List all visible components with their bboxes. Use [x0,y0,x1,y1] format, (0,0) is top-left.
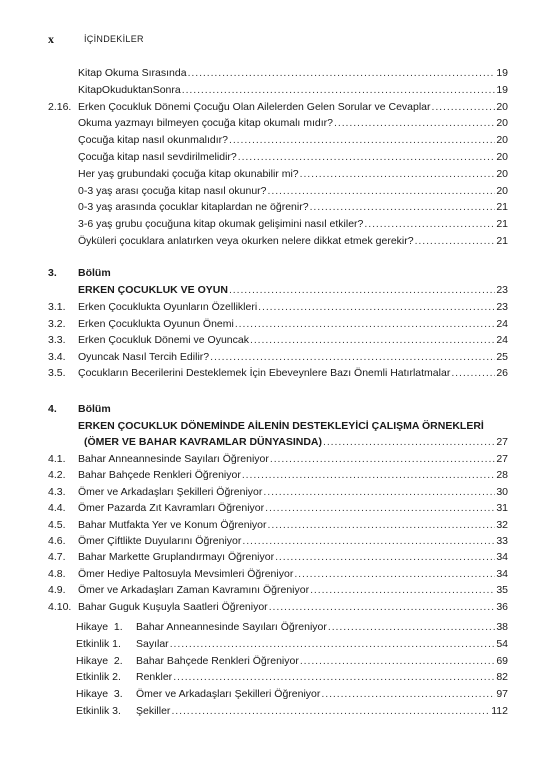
toc-leader-dots [415,234,496,249]
toc-entry-page: 20 [496,151,508,163]
toc-entry [0,366,560,381]
toc-entry-page: 24 [496,318,508,330]
toc-leader-dots [238,150,496,165]
toc-entry-page: 20 [496,134,508,146]
toc-leader-dots [229,283,495,298]
toc-entry [0,150,560,165]
toc-entry-title: Okuma yazmayı bilmeyen çocuğa kitap okumalı mıdır? [78,117,334,129]
toc-leader-dots [323,435,495,450]
toc-leader-dots [310,583,495,598]
toc-leader-dots [171,704,490,719]
toc-leader-dots [364,217,495,232]
toc-entry [0,452,560,467]
toc-entry-page: 20 [496,117,508,129]
toc-entry-title: Erken Çocukluk Dönemi Çocuğu Olan Ailelerden Gelen Sorular ve Cevaplar [78,101,431,113]
toc-entry [0,133,560,148]
toc-entry [0,468,560,483]
section-label-row [0,266,560,281]
toc-entry-page: 30 [496,486,508,498]
toc-entry-title: Şekiller [136,705,171,717]
toc-entry [0,184,560,199]
toc-leader-dots [270,452,495,467]
toc-entry-title: Ömer Hediye Paltosuyla Mevsimleri Öğreniyor [78,568,294,580]
section-label-row [0,402,560,417]
toc-entry [0,100,560,115]
toc-entry-page: 54 [496,638,508,650]
toc-leader-dots [334,116,495,131]
section-label: Bölüm [78,403,111,415]
toc-entry [0,687,560,702]
toc-entry-title: Her yaş grubundaki çocuğa kitap okunabilir mi? [78,168,299,180]
toc-entry-page: 28 [496,469,508,481]
toc-entry [0,600,560,615]
toc-entry-number: 2.16. [48,101,72,113]
toc-entry-page: 112 [491,705,508,717]
toc-entry-number: 4.2. [48,469,66,481]
toc-leader-dots [275,550,495,565]
toc-entry [0,350,560,365]
toc-entry-title: Oyuncak Nasıl Tercih Edilir? [78,351,210,363]
toc-entry [0,167,560,182]
toc-leader-dots [263,485,495,500]
toc-entry-title: Bahar Bahçede Renkleri Öğreniyor [136,655,299,667]
toc-entry-title: Bahar Mutfakta Yer ve Konum Öğreniyor [78,519,267,531]
toc-entry-number: 4.7. [48,551,66,563]
toc-leader-dots [451,366,495,381]
toc-entry-number: 4.1. [48,453,66,465]
toc-leader-dots [173,670,495,685]
toc-entry [0,583,560,598]
toc-entry [0,704,560,719]
toc-entry [0,501,560,516]
section-title-row [0,419,560,434]
toc-entry-title: Erken Çocuklukta Oyunun Önemi [78,318,234,330]
toc-entry [0,217,560,232]
toc-entry-title: Ömer ve Arkadaşları Şekilleri Öğreniyor [78,486,263,498]
toc-entry-page: 27 [496,453,508,465]
toc-entry [0,534,560,549]
section-label: Bölüm [78,267,111,279]
toc-entry-page: 33 [496,535,508,547]
toc-entry-page: 31 [496,502,508,514]
toc-entry-number: Hikaye 1. [76,621,123,633]
toc-entry-page: 34 [496,551,508,563]
toc-entry-number: Etkinlik 3. [76,705,121,717]
toc-leader-dots [300,167,496,182]
toc-entry-number: Hikaye 3. [76,688,123,700]
toc-entry-title: Çocukların Becerilerini Desteklemek İçin Ebeveynlere Bazı Önemli Hatırlatmalar [78,367,451,379]
toc-leader-dots [229,133,495,148]
toc-entry-title: Ömer ve Arkadaşları Şekilleri Öğreniyor [136,688,321,700]
toc-leader-dots [235,317,495,332]
toc-entry-page: 69 [496,655,508,667]
toc-entry-title: Ömer Çiftlikte Duyularını Öğreniyor [78,535,242,547]
toc-entry-page: 38 [496,621,508,633]
toc-entry-title: Bahar Guguk Kuşuyla Saatleri Öğreniyor [78,601,268,613]
toc-entry-page: 32 [496,519,508,531]
toc-entry-number: 4.10. [48,601,72,613]
toc-leader-dots [268,518,496,533]
toc-entry-title: Bahar Anneannesinde Sayıları Öğreniyor [136,621,327,633]
toc-entry-page: 19 [496,84,508,96]
toc-entry-page: 19 [496,67,508,79]
toc-leader-dots [210,350,495,365]
toc-entry-number: 4.3. [48,486,66,498]
toc-entry-page: 25 [496,351,508,363]
toc-entry-title: Bahar Markette Gruplandırmayı Öğreniyor [78,551,275,563]
toc-entry-title: Erken Çocukluk Dönemi ve Oyuncak [78,334,249,346]
toc-leader-dots [294,567,495,582]
toc-entry-page: 34 [496,568,508,580]
toc-entry-number: 3.3. [48,334,66,346]
toc-entry-page: 35 [496,584,508,596]
toc-entry [0,567,560,582]
toc-leader-dots [269,600,496,615]
toc-entry-title: Erken Çocuklukta Oyunların Özellikleri [78,301,258,313]
toc-entry-title: 0-3 yaş arasında çocuklar kitaplardan ne öğrenir? [78,201,309,213]
toc-leader-dots [268,184,496,199]
toc-entry [0,485,560,500]
toc-entry-number: 3.5. [48,367,66,379]
toc-entry-page: 21 [496,218,508,230]
toc-entry [0,317,560,332]
toc-entry-title: 0-3 yaş arası çocuğa kitap nasıl okunur? [78,185,267,197]
toc-entry-number: 4.5. [48,519,66,531]
toc-leader-dots [300,654,495,669]
toc-entry-title: Renkler [136,671,173,683]
toc-entry [0,654,560,669]
toc-entry-page: 27 [496,436,508,448]
toc-entry-page: 23 [496,284,508,296]
toc-leader-dots [250,333,495,348]
page-number: x [48,31,54,46]
toc-leader-dots [328,620,495,635]
toc-entry-page: 36 [496,601,508,613]
page-title: İÇİNDEKİLER [84,34,144,44]
toc-entry [0,300,560,315]
toc-entry-title: Öyküleri çocuklara anlatırken veya okurken nelere dikkat etmek gerekir? [78,235,414,247]
toc-entry-page: 21 [496,235,508,247]
toc-entry-title: KitapOkuduktanSonra [78,84,181,96]
toc-entry-page: 26 [496,367,508,379]
section-title [0,435,560,450]
toc-entry-page: 20 [496,101,508,113]
toc-entry-number: Etkinlik 1. [76,638,121,650]
toc-entry-title: (ÖMER VE BAHAR KAVRAMLAR DÜNYASINDA) [84,436,323,448]
toc-entry-page: 20 [496,168,508,180]
toc-entry-title: Çocuğa kitap nasıl sevdirilmelidir? [78,151,237,163]
toc-entry-title: Ömer ve Arkadaşları Zaman Kavramını Öğreniyor [78,584,310,596]
toc-entry-number: 3.2. [48,318,66,330]
section-number: 3. [48,267,57,279]
toc-leader-dots [242,534,495,549]
toc-entry [0,518,560,533]
toc-leader-dots [188,66,496,81]
toc-entry-title: Bahar Bahçede Renkleri Öğreniyor [78,469,241,481]
toc-entry-number: 4.8. [48,568,66,580]
toc-entry [0,200,560,215]
toc-entry-number: 4.9. [48,584,66,596]
toc-leader-dots [432,100,496,115]
toc-entry [0,333,560,348]
toc-entry [0,550,560,565]
toc-entry-page: 97 [496,688,508,700]
toc-entry-title: Sayılar [136,638,169,650]
toc-leader-dots [265,501,495,516]
toc-entry [0,637,560,652]
toc-entry [0,66,560,81]
toc-entry-page: 23 [496,301,508,313]
toc-entry-page: 24 [496,334,508,346]
toc-entry-page: 82 [496,671,508,683]
section-title: ERKEN ÇOCUKLUK DÖNEMİNDE AİLENİN DESTEKLEYİCİ ÇALIŞMA ÖRNEKLERİ [78,420,484,432]
toc-entry-number: Etkinlik 2. [76,671,121,683]
toc-entry-page: 20 [496,185,508,197]
toc-entry-number: 4.4. [48,502,66,514]
section-number: 4. [48,403,57,415]
toc-entry [0,670,560,685]
toc-entry-title: Kitap Okuma Sırasında [78,67,187,79]
toc-leader-dots [242,468,495,483]
toc-entry-title: Çocuğa kitap nasıl okunmalıdır? [78,134,228,146]
toc-leader-dots [258,300,495,315]
section-title [0,283,560,298]
toc-entry [0,620,560,635]
toc-entry-title: Bahar Anneannesinde Sayıları Öğreniyor [78,453,269,465]
page-header [48,32,144,46]
toc-leader-dots [310,200,496,215]
toc-entry [0,116,560,131]
toc-entry-page: 21 [496,201,508,213]
toc-entry-number: Hikaye 2. [76,655,123,667]
toc-entry-title: 3-6 yaş grubu çocuğuna kitap okumak gelişimini nasıl etkiler? [78,218,364,230]
toc-entry [0,234,560,249]
toc-entry [0,83,560,98]
toc-leader-dots [170,637,496,652]
toc-entry-number: 3.1. [48,301,66,313]
toc-leader-dots [321,687,495,702]
toc-entry-number: 3.4. [48,351,66,363]
toc-entry-title: Ömer Pazarda Zıt Kavramları Öğreniyor [78,502,265,514]
toc-entry-number: 4.6. [48,535,66,547]
toc-entry-title: ERKEN ÇOCUKLUK VE OYUN [78,284,228,296]
toc-leader-dots [182,83,496,98]
